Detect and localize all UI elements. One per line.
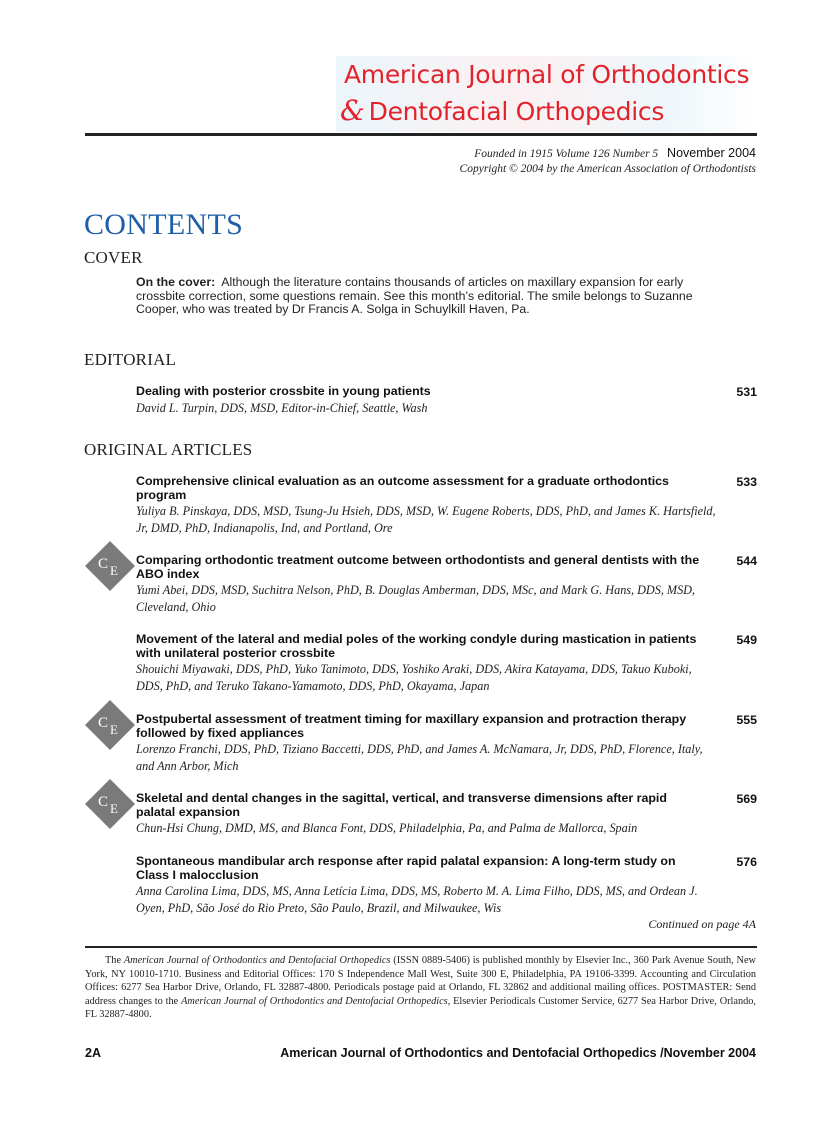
toc-entry[interactable] [136,855,757,916]
publication-notice [85,954,756,1022]
issue-line [460,146,756,162]
article-authors: Yuliya B. Pinskaya, DDS, MSD, Tsung-Ju Hsieh, DDS, MSD, W. Eugene Roberts, DDS, PhD, and James K. Hartsfield, Jr, DMD, PhD, Indianapolis, Ind, and Portland, Ore [136,504,716,535]
toc-entry[interactable] [136,633,757,694]
issue-date: November 2004 [667,146,756,160]
page-number[interactable]: 576 [736,855,757,869]
svg-text:C: C [98,556,109,572]
masthead-line-2-text: Dentofacial Orthopedics [368,97,665,126]
founded-volume-number: Founded in 1915 Volume 126 Number 5 [474,148,659,160]
notice-prefix: The [105,955,124,966]
issue-meta [460,146,756,177]
article-authors: Lorenzo Franchi, DDS, PhD, Tiziano Baccetti, DDS, PhD, and James A. McNamara, Jr, DDS, PhD, Florence, Italy, and Ann Arbor, Mich [136,742,703,773]
notice-body: (ISSN 0889-5406) is published monthly by Elsevier Inc., 360 Park Avenue South, New York, NY 10010-1710. Business and Editorial Offices: 170 S Independence Mall West, Suite 300 E, Philadelphia, PA 19106-3399. Accounting and Circulation Offices: 6277 Sea Harbor Drive, Orlando, FL 32887-4800. Periodicals postage paid at Orlando, FL 32862 and additional mailing offices. POSTMASTER: Send address changes to the [85,955,756,1007]
article-title[interactable]: Comprehensive clinical evaluation as an outcome assessment for a graduate orthodontics program [136,474,669,502]
svg-text:E: E [110,801,118,816]
notice-suffix: , Elsevier Periodicals Customer Service, 6277 Sea Harbor Drive, Orlando, FL 32887-4800. [85,995,757,1020]
svg-text:C: C [98,794,109,810]
article-title[interactable]: Skeletal and dental changes in the sagittal, vertical, and transverse dimensions after rapid palatal expansion [136,791,667,819]
page-number[interactable]: 555 [736,713,757,727]
article-title[interactable]: Dealing with posterior crossbite in young patients [136,384,431,398]
toc-entry[interactable] [136,554,757,615]
header-rule [85,133,757,136]
article-title[interactable]: Comparing orthodontic treatment outcome between orthodontists and general dentists with the ABO index [136,553,700,581]
section-heading-cover: COVER [84,248,143,267]
svg-text:E: E [110,563,118,578]
section-heading-editorial: EDITORIAL [84,350,177,369]
ce-credit-icon [85,541,135,591]
article-authors: David L. Turpin, DDS, MSD, Editor-in-Chief, Seattle, Wash [136,400,428,415]
masthead-line-1: American Journal of Orthodontics [344,60,750,89]
ce-credit-icon [85,779,135,829]
page-folio: 2A [85,1046,101,1060]
article-authors: Chun-Hsi Chung, DMD, MS, and Blanca Font, DDS, Philadelphia, Pa, and Palma de Mallorca, Spain [136,821,638,835]
page-title: CONTENTS [84,208,244,241]
ce-credit-icon [85,700,135,750]
page-number[interactable]: 569 [736,792,757,806]
notice-journal-name-2: American Journal of Orthodontics and Dentofacial Orthopedics [181,995,448,1007]
cover-description [136,276,716,317]
page-number[interactable]: 549 [736,633,757,647]
running-title: American Journal of Orthodontics and Dentofacial Orthopedics /November 2004 [280,1046,756,1060]
article-authors: Yumi Abei, DDS, MSD, Suchitra Nelson, PhD, B. Douglas Amberman, DDS, MSc, and Mark G. Hans, DDS, MSD, Cleveland, Ohio [136,583,696,614]
cover-label: On the cover: [136,275,216,289]
page-number[interactable]: 533 [736,475,757,489]
page-number[interactable]: 544 [736,554,757,568]
article-title[interactable]: Postpubertal assessment of treatment timing for maxillary expansion and protraction therapy followed by fixed appliances [136,712,687,740]
article-title[interactable]: Spontaneous mandibular arch response after rapid palatal expansion: A long-term study on Class I malocclusion [136,854,676,882]
svg-text:E: E [110,722,118,737]
footer-rule [85,946,757,948]
svg-text:C: C [98,715,109,731]
copyright-line: Copyright © 2004 by the American Association of Orthodontists [459,163,756,175]
article-title[interactable]: Movement of the lateral and medial poles of the working condyle during mastication in patients with unilateral posterior crossbite [136,632,697,660]
notice-journal-name: American Journal of Orthodontics and Dentofacial Orthopedics [123,955,391,966]
toc-entry[interactable] [136,475,757,536]
masthead-line-2 [340,94,664,127]
section-heading-original-articles: ORIGINAL ARTICLES [84,440,253,459]
cover-text: Although the literature contains thousands of articles on maxillary expansion for early crossbite correction, some questions remain. See this month’s editorial. The smile belongs to Suzanne Cooper, who was treated by Dr Francis A. Solga in Schuylkill Haven, Pa. [136,275,693,316]
page-number[interactable]: 531 [736,385,757,399]
article-authors: Shouichi Miyawaki, DDS, PhD, Yuko Tanimoto, DDS, Yoshiko Araki, DDS, Akira Katayama, DDS, Takuo Kuboki, DDS, PhD, and Teruko Takano-Yamamoto, DDS, PhD, Okayama, Japan [136,662,692,693]
continued-link[interactable]: Continued on page 4A [648,917,756,931]
article-authors: Anna Carolina Lima, DDS, MS, Anna Letícia Lima, DDS, MS, Roberto M. A. Lima Filho, DDS, MS, and Ordean J. Oyen, PhD, São José do Rio Preto, São Paulo, Brazil, and Milwaukee, Wis [136,884,698,915]
toc-entry[interactable] [136,713,757,774]
ampersand-glyph: & [340,94,365,127]
journal-masthead [336,56,756,132]
toc-entry[interactable] [136,792,757,837]
toc-entry[interactable] [136,385,757,416]
